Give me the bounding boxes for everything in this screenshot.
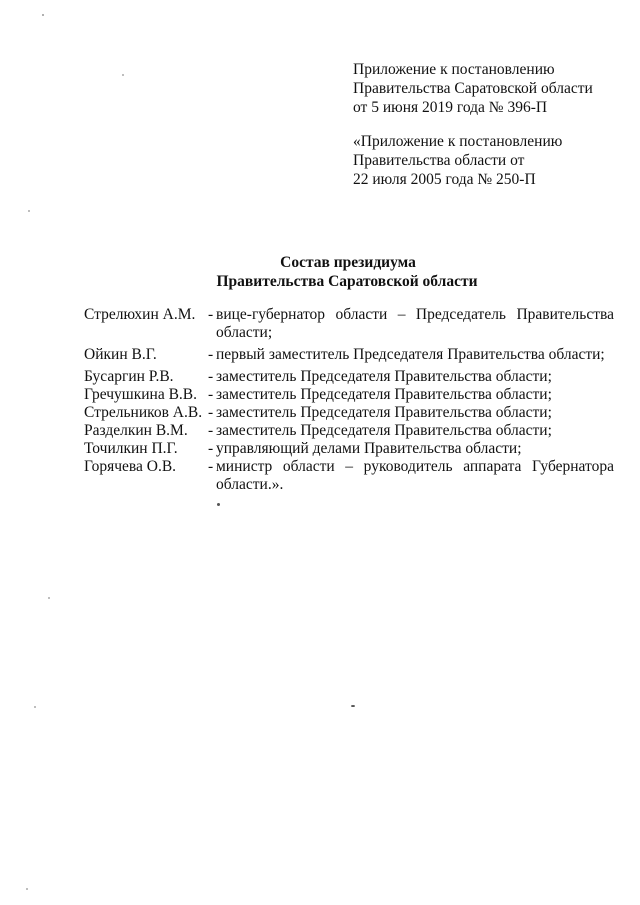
member-name: Точилкин П.Г. — [84, 440, 178, 457]
member-row — [84, 368, 614, 386]
member-name: Стрельников А.В. — [84, 404, 203, 421]
scan-speck — [217, 503, 220, 506]
member-row — [84, 346, 614, 364]
member-dash: - — [208, 440, 214, 457]
member-dash: - — [208, 368, 214, 385]
member-name: Горячева О.В. — [84, 458, 177, 475]
member-role: вице-губернатор области – Председатель Правительства области; — [216, 306, 614, 341]
document-title — [0, 253, 640, 291]
member-row — [84, 422, 614, 440]
member-role: заместитель Председателя Правительства области; — [216, 422, 552, 439]
title-line-1: Состав президиума — [280, 254, 416, 271]
member-row — [84, 458, 614, 494]
annex-original-resolution — [353, 132, 623, 189]
annex-current-resolution — [353, 60, 623, 117]
member-name: Разделкин В.М. — [84, 422, 188, 439]
member-row — [84, 306, 614, 342]
member-role: первый заместитель Председателя Правительства области; — [216, 346, 605, 363]
member-row — [84, 440, 614, 458]
annex-current-line-1: Приложение к постановлению — [353, 61, 555, 78]
annex-current-line-3: от 5 июня 2019 года № 396-П — [353, 99, 548, 116]
member-name: Бусаргин Р.В. — [84, 368, 174, 385]
annex-original-line-2: Правительства области от — [353, 152, 525, 169]
member-role: министр области – руководитель аппарата Губернатора области.». — [216, 458, 614, 493]
scan-speck — [26, 888, 28, 890]
member-role: управляющий делами Правительства области; — [216, 440, 522, 457]
member-row — [84, 386, 614, 404]
member-dash: - — [208, 404, 214, 421]
presidium-member-list — [84, 306, 614, 494]
annex-original-line-1: «Приложение к постановлению — [353, 133, 563, 150]
member-dash: - — [208, 386, 214, 403]
annex-current-line-2: Правительства Саратовской области — [353, 80, 593, 97]
member-name: Стрелюхин А.М. — [84, 306, 196, 323]
scan-speck — [48, 597, 50, 599]
member-dash: - — [208, 422, 214, 439]
member-role: заместитель Председателя Правительства области; — [216, 368, 552, 385]
title-line-2: Правительства Саратовской области — [216, 273, 478, 290]
annex-original-line-3: 22 июля 2005 года № 250-П — [353, 171, 536, 188]
scan-speck — [42, 14, 44, 16]
member-name: Ойкин В.Г. — [84, 346, 157, 363]
scan-speck — [122, 74, 124, 76]
member-row — [84, 404, 614, 422]
scan-speck — [351, 705, 355, 707]
member-role: заместитель Председателя Правительства области; — [216, 404, 552, 421]
member-dash: - — [208, 306, 214, 323]
scan-speck — [28, 210, 30, 212]
member-dash: - — [208, 346, 214, 363]
scan-speck — [34, 706, 36, 708]
member-name: Гречушкина В.В. — [84, 386, 198, 403]
member-role: заместитель Председателя Правительства области; — [216, 386, 552, 403]
member-dash: - — [208, 458, 214, 475]
